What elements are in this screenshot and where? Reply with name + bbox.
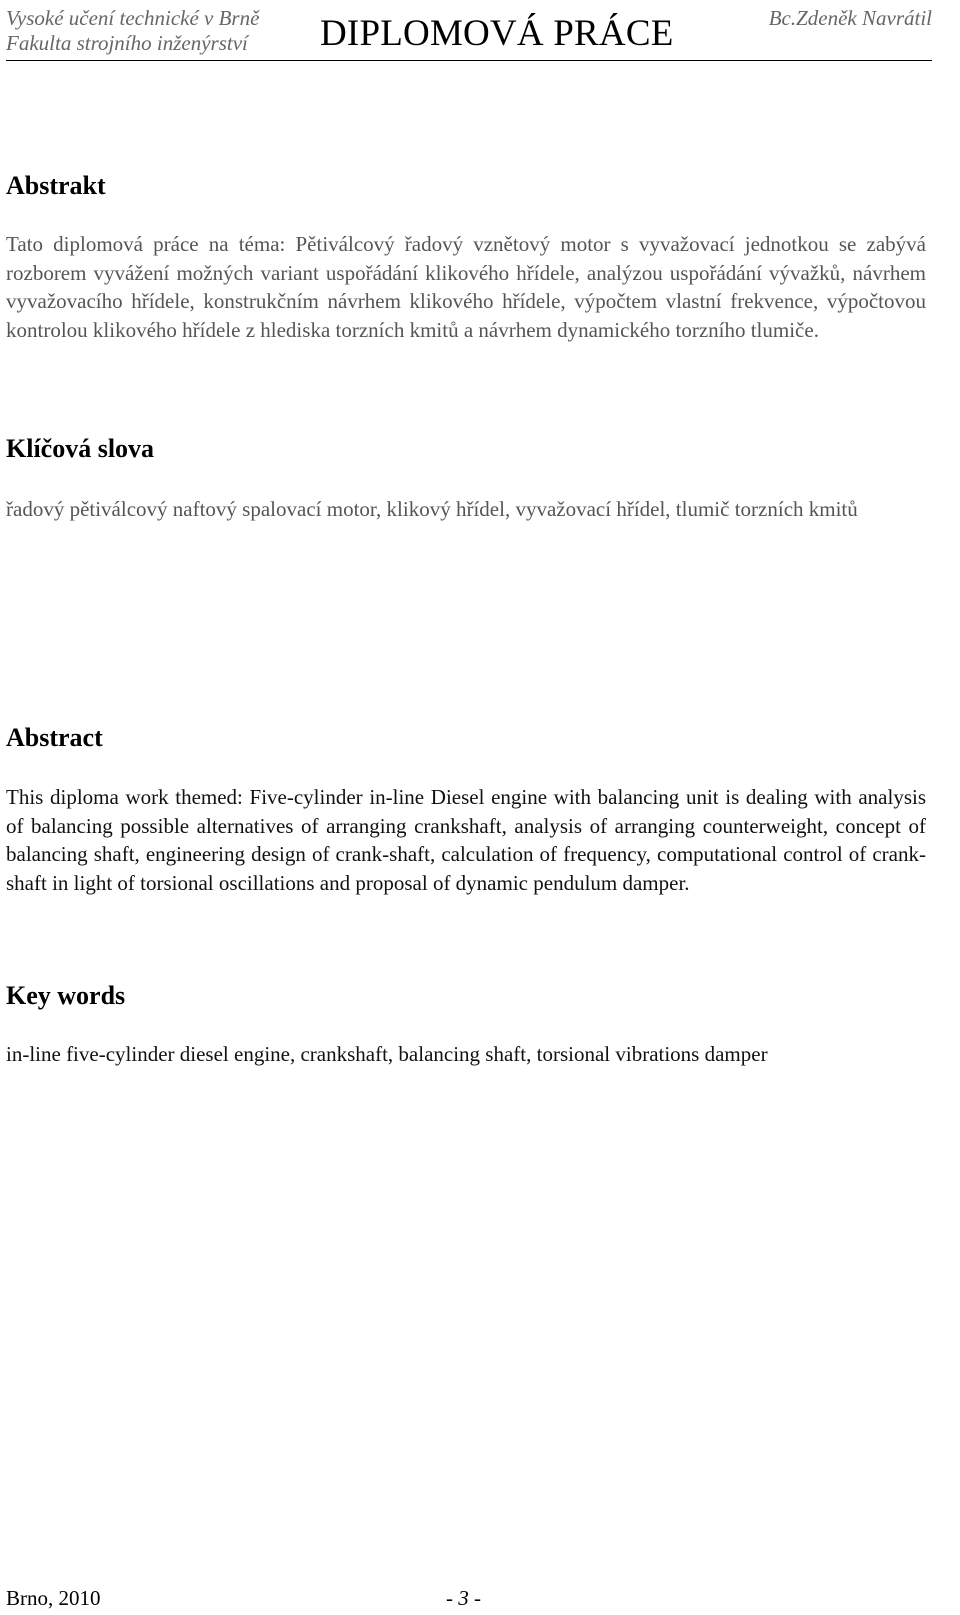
abstract-text: This diploma work themed: Five-cylinder in-line Diesel engine with balancing unit is dealing with analysis of balancing possible alternatives of arranging crankshaft, analysis of arranging counterweight, concept of balancing shaft, engineering design of crank-shaft, calculation of frequency, computational control of crank-shaft in light of torsional oscillations and proposal of dynamic pendulum damper. — [6, 785, 926, 895]
header-institution — [6, 6, 259, 56]
key-words-heading: Key words — [6, 981, 126, 1010]
abstrakt-text: Tato diplomová práce na téma: Pětiválcový řadový vznětový motor s vyvažovací jednotkou se zabývá rozborem vyvážení možných variant uspořádání klikového hřídele, analýzou uspořádání vývažků, návrhem vyvažovacího hřídele, konstrukčním návrhem klikového hřídele, výpočtem vlastní frekvence, výpočtovou kontrolou klikového hřídele z hlediska torzních kmitů a návrhem dynamického torzního tlumiče. — [6, 232, 926, 342]
footer-page-number — [446, 1585, 481, 1611]
key-words-text: in-line five-cylinder diesel engine, crankshaft, balancing shaft, torsional vibrations damper — [6, 1042, 768, 1066]
footer-place-year: Brno, 2010 — [6, 1586, 101, 1610]
page-number: - 3 - — [446, 1586, 481, 1610]
page-header — [6, 6, 932, 61]
document-type-title: DIPLOMOVÁ PRÁCE — [320, 13, 674, 54]
klicova-slova-heading: Klíčová slova — [6, 434, 155, 463]
university-name: Vysoké učení technické v Brně — [6, 6, 260, 30]
klicova-slova-text: řadový pětiválcový naftový spalovací motor, klikový hřídel, vyvažovací hřídel, tlumič torzních kmitů — [6, 497, 858, 521]
abstrakt-heading: Abstrakt — [6, 171, 106, 200]
faculty-name: Fakulta strojního inženýrství — [6, 31, 248, 55]
author-name: Bc.Zdeněk Navrátil — [768, 6, 932, 30]
abstract-heading: Abstract — [6, 723, 103, 752]
